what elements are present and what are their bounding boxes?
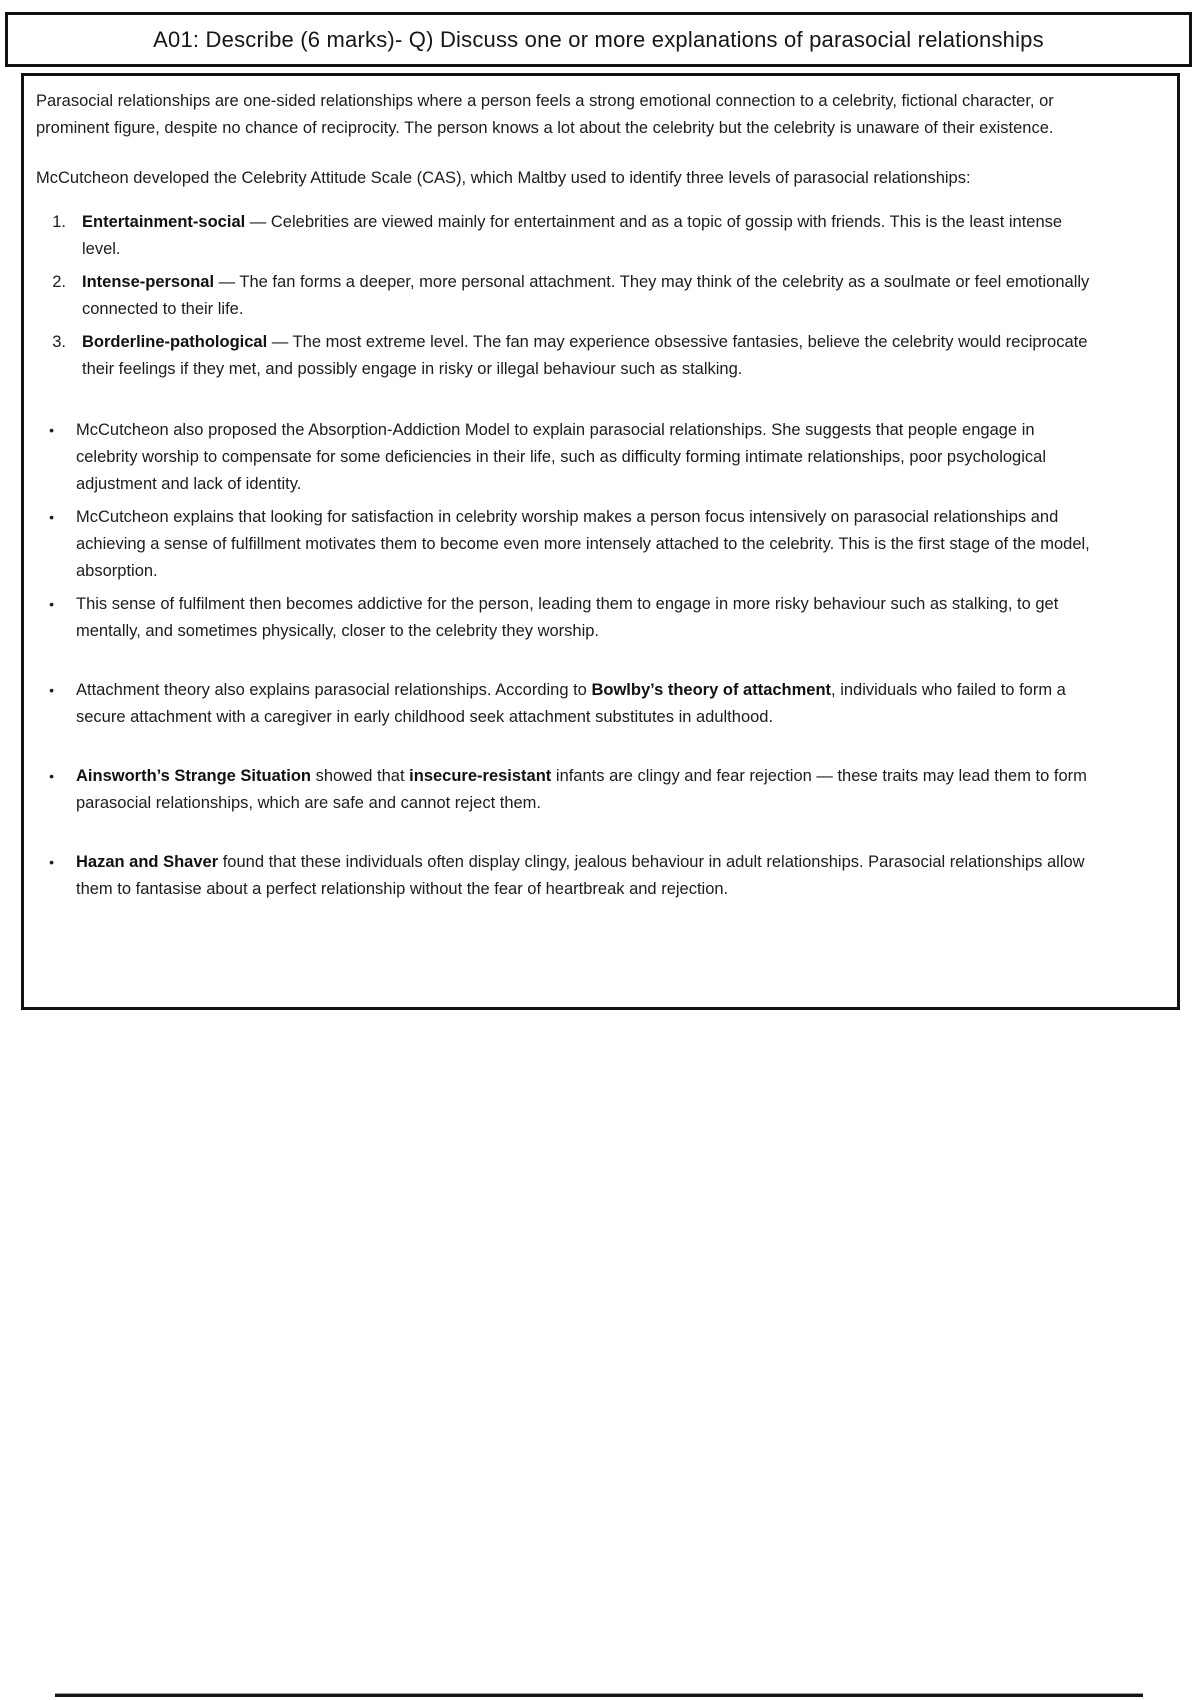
next-page-top-border bbox=[55, 1693, 1143, 1697]
list-item-text: Ainsworth’s Strange Situation showed that insecure-resistant infants are clingy and fear rejection — these traits may lead them to form parasocial relationships, which are safe and cannot reject them. bbox=[76, 767, 1087, 812]
list-item bbox=[36, 417, 1091, 498]
list-item-text: This sense of fulfilment then becomes addictive for the person, leading them to engage in more risky behaviour such as stalking, to get mentally, and sometimes physically, closer to the celebrity they worship. bbox=[76, 595, 1059, 640]
number-marker: 1. bbox=[52, 213, 66, 231]
number-marker: 2. bbox=[52, 273, 66, 291]
list-item-text: McCutcheon explains that looking for satisfaction in celebrity worship makes a person focus intensively on parasocial relationships and achieving a sense of fulfillment motivates them to become even more intensely attached to the celebrity. This is the first stage of the model, absorption. bbox=[76, 508, 1090, 580]
list-item bbox=[36, 504, 1091, 585]
list-item-text: Attachment theory also explains parasocial relationships. According to Bowlby’s theory of attachment, individuals who failed to form a secure attachment with a caregiver in early childhood seek attachment substitutes in adulthood. bbox=[76, 681, 1066, 726]
bullet-marker: • bbox=[49, 509, 54, 525]
attachment-theory-bullet-list bbox=[36, 677, 1091, 731]
list-item-text: Entertainment-social — Celebrities are viewed mainly for entertainment and as a topic of gossip with friends. This is the least intense level. bbox=[82, 213, 1063, 258]
bullet-marker: • bbox=[49, 682, 54, 698]
list-item bbox=[36, 849, 1091, 903]
list-item bbox=[36, 269, 1091, 323]
list-item-text: McCutcheon also proposed the Absorption-Addiction Model to explain parasocial relationships. She suggests that people engage in celebrity worship to compensate for some deficiencies in their life, such as difficulty forming intimate relationships, poor psychological adjustment and lack of identity. bbox=[76, 421, 1046, 493]
ainsworth-bullet-list bbox=[36, 763, 1091, 817]
hazan-shaver-bullet-list bbox=[36, 849, 1091, 903]
cas-levels-list bbox=[36, 209, 1091, 383]
intro-paragraph: Parasocial relationships are one-sided relationships where a person feels a strong emotional connection to a celebrity, fictional character, or prominent figure, despite no chance of reciprocity. The person knows a lot about the celebrity but the celebrity is unaware of their existence. bbox=[36, 92, 1054, 137]
answer-content-box bbox=[21, 73, 1180, 1010]
number-marker: 3. bbox=[52, 333, 66, 351]
cas-paragraph: McCutcheon developed the Celebrity Attitude Scale (CAS), which Maltby used to identify three levels of parasocial relationships: bbox=[36, 169, 971, 187]
bullet-marker: • bbox=[49, 768, 54, 784]
question-title-box bbox=[5, 12, 1192, 67]
bullet-marker: • bbox=[49, 596, 54, 612]
list-item-text: Intense-personal — The fan forms a deeper, more personal attachment. They may think of the celebrity as a soulmate or feel emotionally connected to their life. bbox=[82, 273, 1090, 318]
bullet-marker: • bbox=[49, 854, 54, 870]
list-item bbox=[36, 329, 1091, 383]
page-title: A01: Describe (6 marks)- Q) Discuss one or more explanations of parasocial relationships bbox=[153, 26, 1044, 52]
list-item-text: Borderline-pathological — The most extreme level. The fan may experience obsessive fantasies, believe the celebrity would reciprocate their feelings if they met, and possibly engage in risky or illegal behaviour such as stalking. bbox=[82, 333, 1088, 378]
list-item bbox=[36, 209, 1091, 263]
absorption-addiction-bullet-list bbox=[36, 417, 1091, 645]
list-item bbox=[36, 677, 1091, 731]
bullet-marker: • bbox=[49, 422, 54, 438]
list-item bbox=[36, 591, 1091, 645]
list-item bbox=[36, 763, 1091, 817]
list-item-text: Hazan and Shaver found that these individuals often display clingy, jealous behaviour in adult relationships. Parasocial relationships allow them to fantasise about a perfect relationship without the fear of heartbreak and rejection. bbox=[76, 853, 1085, 898]
